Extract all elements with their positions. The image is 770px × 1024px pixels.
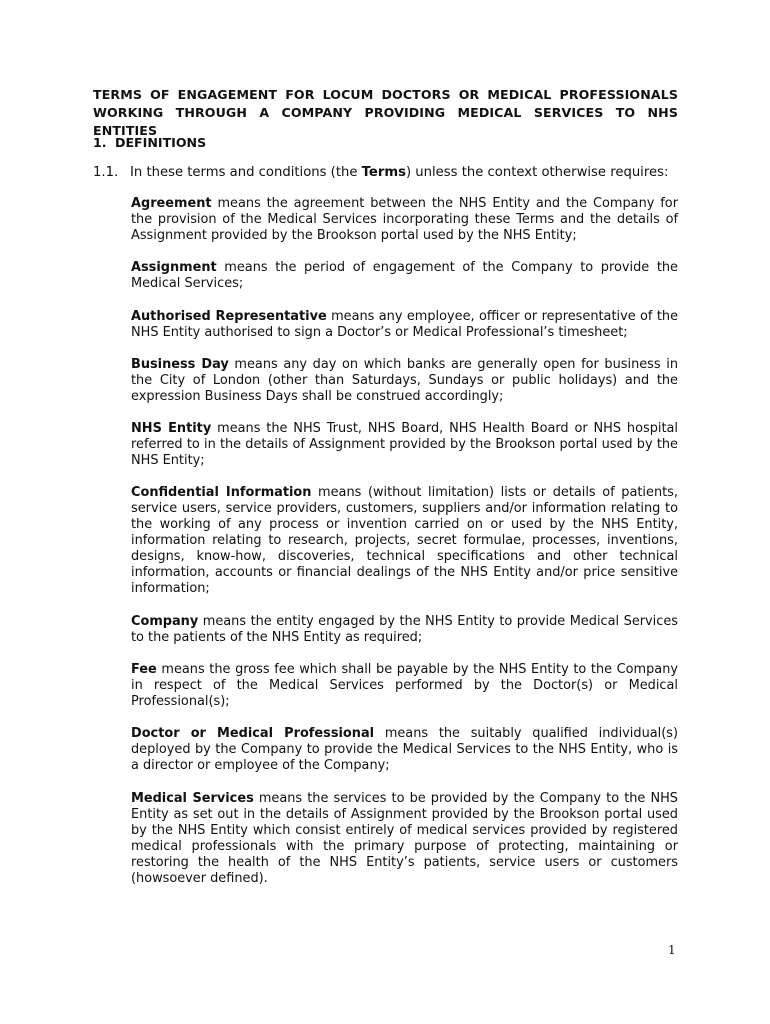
clause-number: 1.1. — [93, 165, 119, 180]
clause-term: Terms — [361, 165, 406, 180]
definition-confidential-information — [131, 485, 678, 597]
definitions-list — [131, 196, 678, 903]
document-title — [93, 86, 678, 140]
clause-text-after: ) unless the context otherwise requires: — [405, 165, 669, 180]
definition-term: Assignment — [131, 260, 217, 276]
definition-text: means the services to be provided by the Company to the NHS Entity as set out in the details of Assignment provided by the Brookson portal used by the NHS Entity which consist entirely of medical services provided by registered medical professionals with the primary purpose of protecting, maintaining or restoring the health of the NHS Entity’s patients, service users or customers (howsoever defined). — [131, 790, 678, 886]
definition-nhs-entity — [131, 421, 678, 469]
definition-text: means the suitably qualified individual(s) deployed by the Company to provide the Medical Services to the NHS Entity, who is a director or employee of the Company; — [131, 726, 678, 774]
definition-doctor-or-medical-professional — [131, 726, 678, 774]
clause-1-1 — [93, 165, 683, 181]
definition-text: means (without limitation) lists or details of patients, service users, service providers, customers, suppliers and/or information relating to the working of any process or invention carried on or used by the NHS Entity, information relating to research, projects, secret formulae, processes, inventions, designs, know-how, discoveries, technical specifications and other technical information, accounts or financial dealings of the NHS Entity and/or price sensitive information; — [131, 485, 678, 597]
definition-text: means the gross fee which shall be payable by the NHS Entity to the Company in respect of the Medical Services performed by the Doctor(s) or Medical Professional(s); — [131, 662, 678, 710]
definition-text: means the entity engaged by the NHS Entity to provide Medical Services to the patients of the NHS Entity as required; — [131, 613, 678, 645]
title-line-1: TERMS OF ENGAGEMENT FOR LOCUM DOCTORS OR MEDICAL PROFESSIONALS — [93, 87, 678, 102]
definition-assignment — [131, 260, 678, 292]
definition-text: means the period of engagement of the Company to provide the Medical Services; — [131, 260, 678, 292]
definition-business-day — [131, 357, 678, 405]
definition-authorised-representative — [131, 309, 678, 341]
definition-term: Company — [131, 613, 199, 629]
page-number: 1 — [668, 943, 676, 957]
title-line-2: WORKING THROUGH A COMPANY PROVIDING MEDICAL SERVICES TO NHS ENTITIES — [93, 105, 678, 138]
definition-term: NHS Entity — [131, 421, 212, 437]
definition-text: means the NHS Trust, NHS Board, NHS Health Board or NHS hospital referred to in the details of Assignment provided by the Brookson portal used by the NHS Entity; — [131, 421, 678, 469]
definition-company — [131, 614, 678, 646]
definition-agreement — [131, 196, 678, 244]
section-number: 1. — [93, 135, 107, 150]
definition-term: Authorised Representative — [131, 308, 327, 324]
definition-term: Fee — [131, 662, 157, 678]
definition-medical-services — [131, 791, 678, 887]
definition-text: means any employee, officer or representative of the NHS Entity authorised to sign a Doctor’s or Medical Professional’s timesheet; — [131, 308, 679, 340]
definition-term: Medical Services — [131, 790, 254, 806]
definition-term: Agreement — [131, 196, 212, 211]
section-title: DEFINITIONS — [115, 135, 207, 150]
definition-text: means any day on which banks are generally open for business in the City of London (other than Saturdays, Sundays or public holidays) and the expression Business Days shall be construed accordingly; — [131, 356, 678, 404]
clause-text-before: In these terms and conditions (the — [130, 165, 362, 180]
definition-term: Confidential Information — [131, 485, 312, 501]
section-heading — [93, 135, 206, 151]
definition-term: Business Day — [131, 356, 229, 372]
definition-text: means the agreement between the NHS Entity and the Company for the provision of the Medical Services incorporating these Terms and the details of Assignment provided by the Brookson portal used by the NHS Entity; — [131, 196, 678, 243]
definition-fee — [131, 662, 678, 710]
definition-term: Doctor or Medical Professional — [131, 726, 375, 742]
